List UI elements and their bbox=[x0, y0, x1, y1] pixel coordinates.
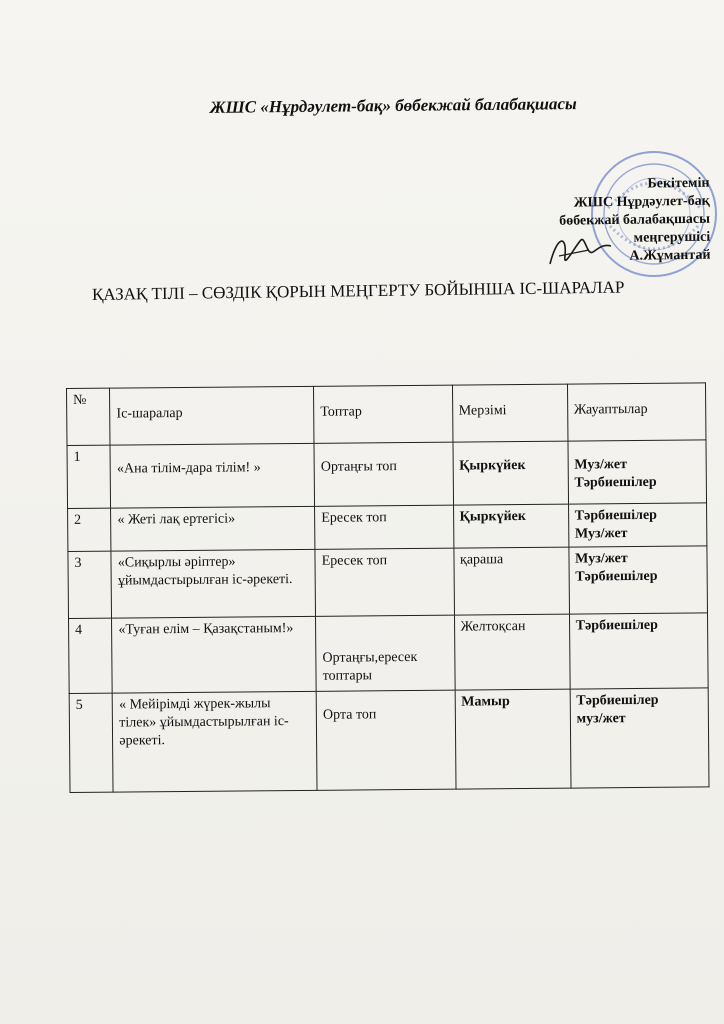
row-number: 5 bbox=[69, 693, 113, 792]
approval-line: Бекітемін bbox=[647, 175, 710, 192]
group-cell: Ересек топ bbox=[315, 548, 454, 616]
table-row bbox=[69, 613, 709, 694]
activity-cell bbox=[110, 443, 314, 508]
row-number: 4 bbox=[69, 618, 113, 693]
group-cell: Ересек топ bbox=[315, 505, 454, 549]
table-row bbox=[68, 546, 708, 619]
date-cell bbox=[452, 441, 568, 505]
responsible-cell bbox=[570, 688, 709, 788]
row-number: 1 bbox=[67, 445, 111, 508]
date-cell: қараша bbox=[453, 547, 569, 615]
approval-line: ЖШС Нұрдәулет-бақ bbox=[573, 193, 710, 211]
approval-line: бөбекжай балабақшасы bbox=[559, 211, 711, 229]
responsible-line: Тәрбиешілер bbox=[575, 617, 658, 634]
responsible-line: Тәрбиешілер bbox=[574, 507, 658, 524]
group-text: Ортаңғы топ bbox=[320, 459, 397, 475]
responsible-cell bbox=[568, 503, 707, 547]
group-text: Орта топ bbox=[322, 707, 377, 723]
approval-line: меңгерушісі bbox=[633, 229, 711, 246]
date-cell: Желтоқсан bbox=[454, 614, 570, 690]
responsible-line: Тәрбиешілер bbox=[574, 474, 657, 491]
group-cell bbox=[316, 615, 455, 691]
header-number: № bbox=[67, 388, 111, 445]
table-header-row bbox=[67, 383, 706, 446]
document-title: ҚАЗАҚ ТІЛІ – СӨЗДІК ҚОРЫН МЕҢГЕРТУ БОЙЫНША ІС-ШАРАЛАР bbox=[91, 277, 625, 304]
table-row bbox=[67, 440, 707, 509]
group-cell bbox=[316, 690, 455, 790]
date-cell: Мамыр bbox=[455, 689, 571, 789]
header-responsible bbox=[567, 383, 706, 441]
group-text: Ортаңғы,ересек топтары bbox=[322, 649, 418, 684]
activity-cell: « Мейірімді жүрек-жылы тілек» ұйымдастырылған іс-әрекеті. bbox=[112, 691, 317, 792]
responsible-line: муз/жет bbox=[576, 711, 626, 727]
activity-cell: « Жеті лақ ертегісі» bbox=[111, 506, 315, 551]
approval-line: А.Жұмантай bbox=[629, 247, 711, 264]
group-cell bbox=[314, 442, 453, 506]
header-label: Іс-шаралар bbox=[116, 405, 183, 422]
responsible-line: Тәрбиешілер bbox=[575, 568, 658, 585]
activity-text: «Ана тілім-дара тілім! » bbox=[116, 460, 261, 477]
header-groups bbox=[314, 385, 453, 443]
row-number: 3 bbox=[68, 551, 112, 618]
date-cell: Қыркүйек bbox=[453, 504, 568, 548]
row-number: 2 bbox=[68, 508, 112, 551]
header-activities bbox=[110, 386, 314, 445]
organization-header: ЖШС «Нұрдәулет-бақ» бөбекжай балабақшасы bbox=[209, 94, 577, 117]
table-row bbox=[68, 503, 707, 552]
header-date bbox=[452, 384, 568, 442]
date-text: Қыркүйек bbox=[459, 457, 526, 474]
table-row bbox=[69, 688, 709, 793]
header-label: Мерзімі bbox=[458, 403, 507, 419]
header-label: Жауаптылар bbox=[573, 401, 648, 418]
responsible-line: Тәрбиешілер bbox=[576, 692, 659, 709]
responsible-line: Муз/жет bbox=[575, 551, 628, 567]
responsible-cell bbox=[569, 546, 708, 614]
responsible-cell bbox=[569, 613, 708, 689]
activity-cell: «Сиқырлы әріптер» ұйымдастырылған іс-әрекеті. bbox=[111, 549, 315, 618]
activities-table bbox=[66, 382, 710, 793]
responsible-line: Муз/жет bbox=[574, 526, 628, 542]
responsible-cell bbox=[568, 440, 707, 504]
activity-cell: «Туған елім – Қазақстаным!» bbox=[112, 616, 316, 693]
header-label: Топтар bbox=[320, 404, 362, 420]
responsible-line: Муз/жет bbox=[574, 457, 627, 473]
signature bbox=[545, 226, 615, 276]
